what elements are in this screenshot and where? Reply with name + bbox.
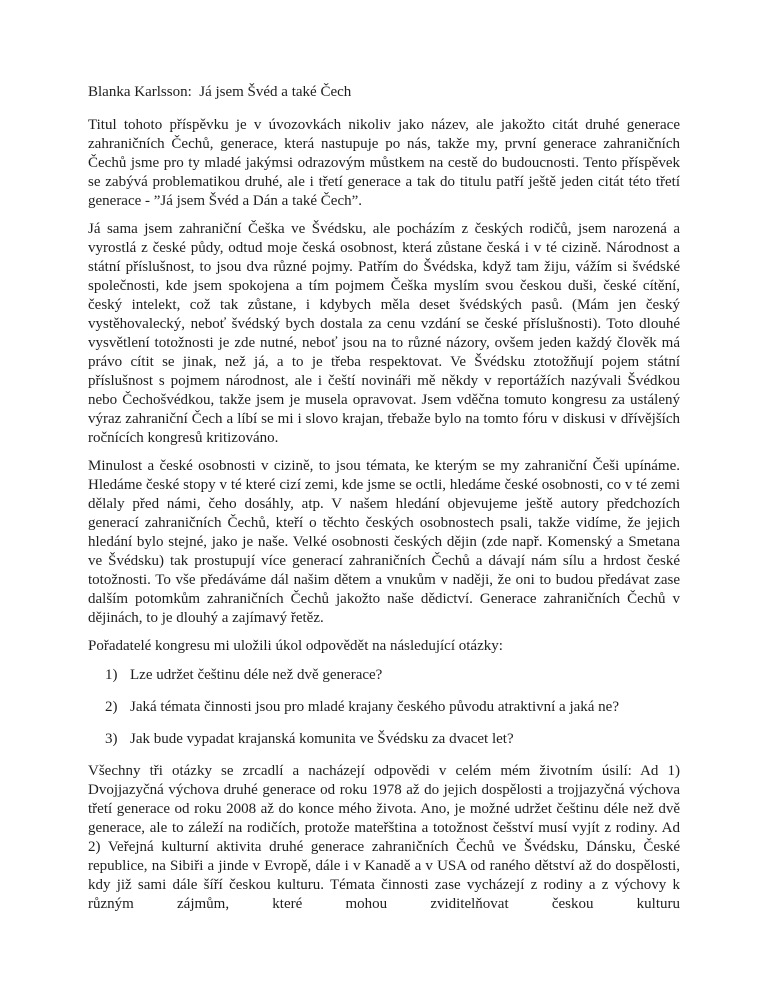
question-item-2 <box>105 698 680 717</box>
question-item-3 <box>105 730 680 749</box>
questions-intro: Pořadatelé kongresu mi uložili úkol odpovědět na následující otázky: <box>88 638 503 654</box>
paragraph-answers: Všechny tři otázky se zrcadlí a nacházejí odpovědi v celém mém životním úsilí: Ad 1) Dvojjazyčná výchova druhé generace od roku 1978 až do jejich dospělosti a trojjazyčná výchova třetí generace od roku 2008 až do konce mého života. Ano, je možné udržet češtinu déle než dvě generace, ale to záleží na rodičích, protože mateřština a totožnost češství musí vyjít z rodiny. Ad 2) Veřejná kulturní aktivita druhé generace zahraničních Čechů ve Švédsku, Dánsku, České republice, na Sibiři a jinde v Evropě, dále i v Kanadě a v USA od raného dětství až do dospělosti, kdy již sami dále šíří českou kulturu. Témata činnosti zase vycházejí z rodiny a z výchovy k různým zájmům, které mohou zviditelňovat českou kulturu <box>88 763 680 912</box>
question-text: Jak bude vypadat krajanská komunita ve Švédsku za dvacet let? <box>130 731 514 747</box>
paragraph-title-explanation: Titul tohoto příspěvku je v úvozovkách nikoliv jako název, ale jakožto citát druhé generace zahraničních Čechů, generace, která nastupuje po nás, takže my, první generace zahraničních Čechů jsme pro ty mladé jakýmsi odrazovým můstkem na cestě do budoucnosti. Tento příspěvek se zabývá problematikou druhé, ale i třetí generace a tak do titulu patří ještě jeden citát této třetí generace - ”Já jsem Švéd a Dán a také Čech”. <box>88 117 680 209</box>
question-item-1 <box>105 666 680 685</box>
paragraph-identity: Já sama jsem zahraniční Češka ve Švédsku, ale pocházím z českých rodičů, jsem narozená a vyrostlá z české půdy, odtud moje česká osobnost, která zůstane česká i v té cizině. Národnost a státní příslušnost, to jsou dva různé pojmy. Patřím do Švédska, když tam žiju, vážím si švédské společnosti, kde jsem spokojena a tím pojmem Češka myslím svou českou duši, české cítění, český intelekt, což tak zůstane, i kdybych měla deset švédských pasů. (Mám jen český vystěhovalecký, neboť švédský bych dostala za cenu vzdání se české příslušnosti). Toto dlouhé vysvětlení totožnosti je zde nutné, neboť jsou na to různé názory, ovšem jeden každý člověk má právo cítit se jinak, než já, a to je třeba respektovat. Ve Švédsku ztotožňují pojem státní příslušnost s pojmem národnost, ale i čeští novináři mě někdy v reportážích nazývali Švédkou nebo Čechošvédkou, takže jsem je musela opravovat. Jsem vděčna tomuto kongresu za ustálený výraz zahraniční Čech a líbí se mi i slovo krajan, třebaže bylo na tomto fóru v diskusi v dřívějších ročnících kongresů kritizováno. <box>88 221 680 446</box>
paragraph-czech-past: Minulost a české osobnosti v cizině, to jsou témata, ke kterým se my zahraniční Češi upínáme. Hledáme české stopy v té které cizí zemi, kde jsme se octli, hledáme české osobnosti, co v té zemi dělaly před námi, čeho dosáhly, atp. V našem hledání objevujeme ještě autory předchozích generací zahraničních Čechů, kteří o těchto českých osobnostech psali, takže vidíme, že jejich hledání bylo stejné, jako je naše. Velké osobnosti českých dějin (zde např. Komenský a Smetana ve Švédsku) tak prostupují více generací zahraničních Čechů a dávají nám sílu a hrdost české totožnosti. To vše předáváme dál našim dětem a vnukům v naději, že oni to budou předávat zase dalším potomkům zahraničních Čechů jakožto naše dědictví. Generace zahraničních Čechů v dějinách, to je dlouhý a zajímavý řetěz. <box>88 458 680 626</box>
question-number: 1) <box>105 667 118 683</box>
questions-list <box>88 666 680 749</box>
document-title: Blanka Karlsson: Já jsem Švéd a také Čech <box>88 84 352 100</box>
question-number: 2) <box>105 699 118 715</box>
question-text: Lze udržet češtinu déle než dvě generace? <box>130 667 383 683</box>
question-number: 3) <box>105 731 118 747</box>
question-text: Jaká témata činnosti jsou pro mladé krajany českého původu atraktivní a jaká ne? <box>130 699 620 715</box>
